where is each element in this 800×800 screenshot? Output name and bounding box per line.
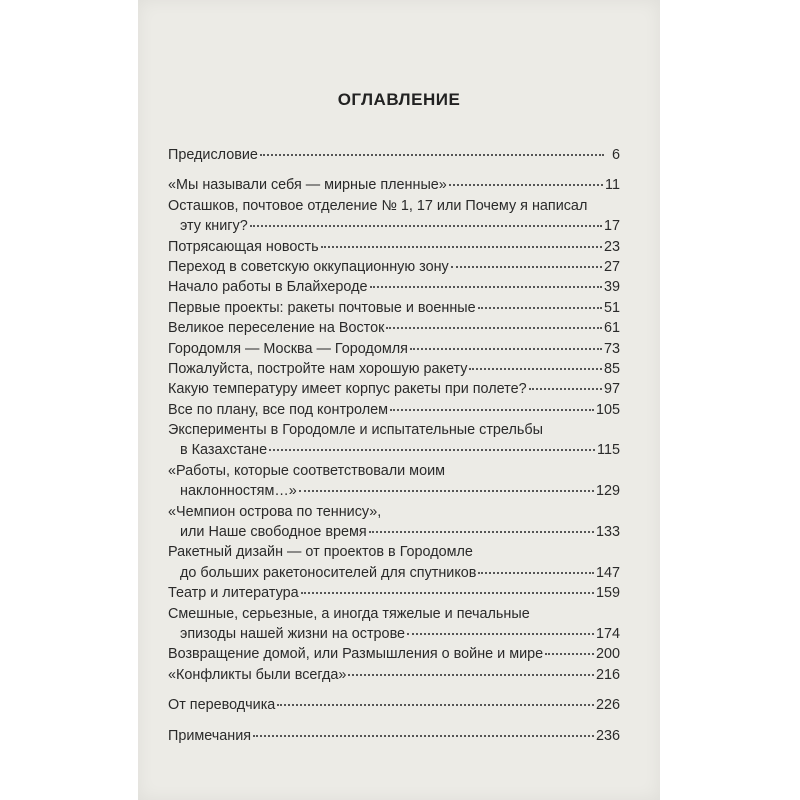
toc-page-number: 73 bbox=[603, 340, 620, 357]
toc-page-number: 51 bbox=[603, 299, 620, 316]
toc-entry-row bbox=[168, 695, 620, 715]
toc-entry bbox=[168, 359, 620, 379]
toc-entry bbox=[168, 379, 620, 399]
toc-entry-title: до больших ракетоносителей для спутников bbox=[180, 564, 477, 581]
dot-leader bbox=[348, 674, 594, 676]
toc-entry bbox=[168, 604, 620, 645]
dot-leader bbox=[321, 246, 602, 248]
toc-gap bbox=[168, 716, 620, 726]
toc-page-number: 11 bbox=[605, 177, 620, 194]
toc-entry-title: Городомля — Москва — Городомля bbox=[168, 340, 408, 357]
dot-leader bbox=[386, 327, 602, 329]
toc-entry bbox=[168, 644, 620, 664]
toc-entry bbox=[168, 298, 620, 318]
toc-entry-title: Великое переселение на Восток bbox=[168, 320, 385, 337]
toc-gap bbox=[168, 685, 620, 695]
dot-leader bbox=[390, 409, 594, 411]
toc-entry-title: Театр и литература bbox=[168, 585, 299, 602]
toc-entry-title: Начало работы в Блайхероде bbox=[168, 279, 368, 296]
toc-entry-row bbox=[168, 726, 620, 746]
toc-entry bbox=[168, 695, 620, 715]
toc-entry bbox=[168, 318, 620, 338]
toc-entry-row bbox=[168, 644, 620, 664]
table-of-contents bbox=[168, 145, 620, 746]
toc-entry-title: наклонностям…» bbox=[180, 483, 297, 500]
toc-entry-title: Пожалуйста, постройте нам хорошую ракету bbox=[168, 360, 468, 377]
toc-entry bbox=[168, 237, 620, 257]
dot-leader bbox=[451, 266, 602, 268]
toc-page-number: 129 bbox=[595, 483, 620, 500]
toc-entry bbox=[168, 339, 620, 359]
toc-entry bbox=[168, 277, 620, 297]
toc-entry-row bbox=[168, 563, 620, 583]
toc-entry-row bbox=[168, 583, 620, 603]
toc-entry-row bbox=[168, 257, 620, 277]
toc-page-number: 159 bbox=[595, 585, 620, 602]
toc-page-number: 6 bbox=[611, 147, 620, 163]
toc-entry bbox=[168, 502, 620, 543]
dot-leader bbox=[253, 735, 594, 737]
dot-leader bbox=[370, 286, 602, 288]
dot-leader bbox=[469, 368, 602, 370]
toc-entry-title: «Конфликты были всегда» bbox=[168, 666, 347, 683]
toc-entry bbox=[168, 196, 620, 237]
toc-entry-line: Ракетный дизайн — от проектов в Городомле bbox=[168, 544, 473, 561]
toc-entry-title: Предисловие bbox=[168, 147, 258, 163]
toc-entry-title: «Мы называли себя — мирные пленные» bbox=[168, 177, 447, 194]
toc-entry-title: От переводчика bbox=[168, 697, 276, 714]
toc-entry-title: Переход в советскую оккупационную зону bbox=[168, 258, 449, 275]
toc-entry-row bbox=[168, 175, 620, 195]
toc-entry-row bbox=[168, 298, 620, 318]
toc-entry-row bbox=[168, 522, 620, 542]
toc-entry-title: Потрясающая новость bbox=[168, 238, 319, 255]
toc-entry bbox=[168, 542, 620, 583]
toc-entry-title: Первые проекты: ракеты почтовые и военные bbox=[168, 299, 476, 316]
toc-entry-title: в Казахстане bbox=[180, 442, 268, 459]
toc-entry-line: «Чемпион острова по теннису», bbox=[168, 503, 382, 520]
toc-entry-row bbox=[168, 339, 620, 359]
toc-page-number: 133 bbox=[595, 524, 620, 541]
toc-entry bbox=[168, 665, 620, 685]
toc-page-number: 61 bbox=[603, 320, 620, 337]
toc-entry bbox=[168, 420, 620, 461]
toc-page-number: 27 bbox=[603, 258, 620, 275]
dot-leader bbox=[269, 449, 595, 451]
dot-leader bbox=[369, 531, 594, 533]
dot-leader bbox=[410, 348, 602, 350]
toc-entry-row bbox=[168, 481, 620, 501]
toc-entry-title: Примечания bbox=[168, 727, 252, 744]
dot-leader bbox=[449, 184, 603, 186]
toc-entry-row bbox=[168, 145, 620, 165]
toc-page-number: 97 bbox=[603, 381, 620, 398]
toc-entry bbox=[168, 400, 620, 420]
toc-entry-title: Какую температуру имеет корпус ракеты при полете? bbox=[168, 381, 527, 398]
toc-entry bbox=[168, 257, 620, 277]
dot-leader bbox=[250, 225, 602, 227]
toc-page-number: 23 bbox=[603, 238, 620, 255]
dot-leader bbox=[545, 653, 594, 655]
toc-heading: ОГЛАВЛЕНИЕ bbox=[337, 90, 461, 109]
toc-page-number: 85 bbox=[603, 360, 620, 377]
dot-leader bbox=[478, 307, 602, 309]
toc-page-number: 39 bbox=[603, 279, 620, 296]
toc-entry-row bbox=[168, 624, 620, 644]
toc-entry-row bbox=[168, 440, 620, 460]
toc-entry bbox=[168, 145, 620, 165]
book-page bbox=[138, 0, 660, 800]
toc-page-number: 115 bbox=[597, 442, 620, 459]
toc-entry-line: Эксперименты в Городомле и испытательные стрельбы bbox=[168, 422, 543, 439]
toc-entry-line: Смешные, серьезные, а иногда тяжелые и печальные bbox=[168, 605, 530, 622]
toc-entry-title: Возвращение домой, или Размышления о войне и мире bbox=[168, 646, 544, 663]
toc-entry-row bbox=[168, 665, 620, 685]
dot-leader bbox=[407, 633, 594, 635]
toc-entry-row bbox=[168, 379, 620, 399]
toc-entry bbox=[168, 461, 620, 502]
dot-leader bbox=[301, 592, 594, 594]
toc-entry-title: Все по плану, все под контролем bbox=[168, 401, 389, 418]
toc-page-number: 17 bbox=[603, 218, 620, 235]
toc-entry-row bbox=[168, 359, 620, 379]
toc-page-number: 147 bbox=[595, 564, 620, 581]
toc-entry-row bbox=[168, 216, 620, 236]
toc-entry-line: «Работы, которые соответствовали моим bbox=[168, 462, 446, 479]
dot-leader bbox=[277, 704, 594, 706]
toc-page-number: 216 bbox=[595, 666, 620, 683]
toc-gap bbox=[168, 165, 620, 175]
dot-leader bbox=[260, 154, 604, 156]
toc-entry-title: эту книгу? bbox=[180, 218, 248, 235]
toc-entry-row bbox=[168, 237, 620, 257]
toc-entry bbox=[168, 583, 620, 603]
toc-entry-line: Осташков, почтовое отделение № 1, 17 или Почему я написал bbox=[168, 197, 588, 214]
toc-page-number: 200 bbox=[595, 646, 620, 663]
toc-entry bbox=[168, 175, 620, 195]
toc-entry-row bbox=[168, 400, 620, 420]
toc-page-number: 174 bbox=[595, 625, 620, 642]
toc-page-number: 236 bbox=[595, 727, 620, 744]
toc-entry-title: или Наше свободное время bbox=[180, 524, 367, 541]
toc-entry bbox=[168, 726, 620, 746]
toc-entry-title: эпизоды нашей жизни на острове bbox=[180, 625, 406, 642]
toc-entry-row bbox=[168, 318, 620, 338]
toc-page-number: 226 bbox=[595, 697, 620, 714]
toc-page-number: 105 bbox=[595, 401, 620, 418]
dot-leader bbox=[299, 490, 594, 492]
dot-leader bbox=[478, 572, 594, 574]
toc-entry-row bbox=[168, 277, 620, 297]
dot-leader bbox=[529, 388, 602, 390]
